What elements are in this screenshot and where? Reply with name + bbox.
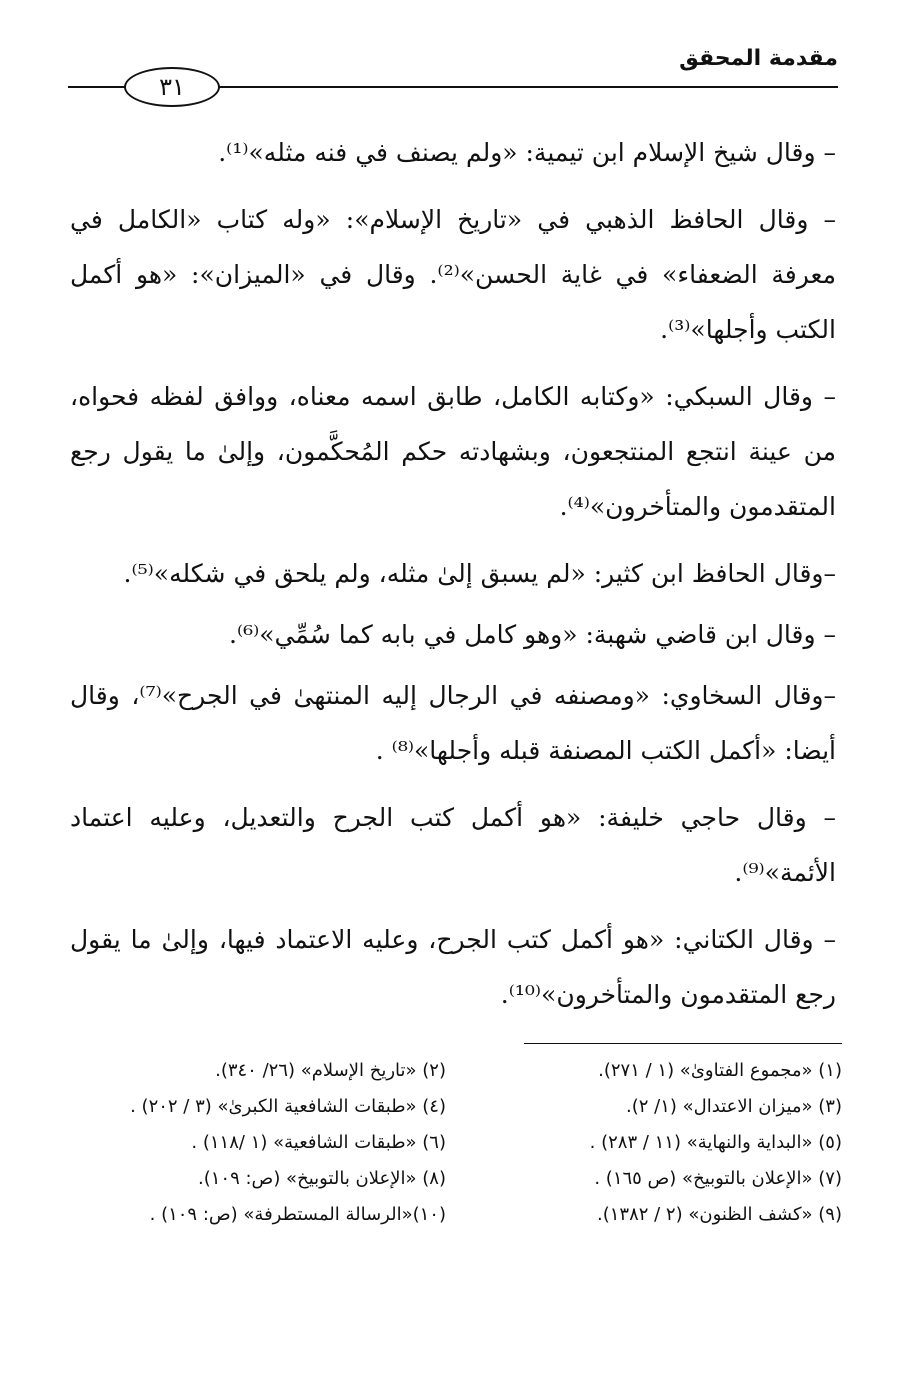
paragraph-kattani: – وقال الكتاني: «هو أكمل كتب الجرح، وعليه الاعتماد فيها، وإلىٰ ما يقول رجع المتقدمون والمتأخرون»⁽¹⁰⁾.: [70, 925, 836, 1009]
footnote-4: (٤) «طبقات الشافعية الكبرىٰ» (٣ / ٢٠٢) .: [130, 1096, 446, 1117]
paragraph-ibn-qadi-shuhba: – وقال ابن قاضي شهبة: «وهو كامل في بابه كما سُمِّي»⁽⁶⁾.: [229, 620, 836, 649]
footnotes: [80, 1056, 842, 1230]
footnote-7: (٧) «الإعلان بالتوبيخ» (ص ١٦٥) .: [594, 1168, 842, 1189]
footnote-3: (٣) «ميزان الاعتدال» (١/ ٢).: [625, 1096, 842, 1117]
paragraph-ibn-kathir: –وقال الحافظ ابن كثير: «لم يسبق إلىٰ مثله، ولم يلحق في شكله»⁽⁵⁾.: [123, 559, 836, 588]
running-title: مقدمة المحقق: [679, 46, 838, 71]
paragraph-subki: – وقال السبكي: «وكتابه الكامل، طابق اسمه معناه، ووافق لفظه فحواه، من عينة انتجع المنتجعون، وبشهادته حكم المُحكَّمون، وإلىٰ ما يقول رجع المتقدمون والمتأخرون»⁽⁴⁾.: [70, 382, 836, 521]
page-header: [68, 40, 838, 100]
footnote-1: (١) «مجموع الفتاوىٰ» (١ / ٢٧١).: [598, 1060, 842, 1081]
footnote-5: (٥) «البداية والنهاية» (١١ / ٢٨٣) .: [589, 1132, 842, 1153]
footnote-9: (٩) «كشف الظنون» (٢ / ١٣٨٢).: [596, 1204, 842, 1225]
paragraph-haji-khalifa: – وقال حاجي خليفة: «هو أكمل كتب الجرح والتعديل، وعليه اعتماد الأئمة»⁽⁹⁾.: [70, 803, 836, 887]
footnote-6: (٦) «طبقات الشافعية» (١ /١١٨) .: [191, 1132, 446, 1153]
footnote-8: (٨) «الإعلان بالتوبيخ» (ص: ١٠٩).: [198, 1168, 446, 1189]
page-number: ٣١: [124, 67, 220, 107]
body-text: [70, 125, 836, 1034]
paragraph-dhahabi: – وقال الحافظ الذهبي في «تاريخ الإسلام»: «وله كتاب «الكامل في معرفة الضعفاء» في غاية الحسن»⁽²⁾. وقال في «الميزان»: «هو أكمل الكتب وأجلها»⁽³⁾.: [70, 205, 836, 344]
paragraph-sakhawi: –وقال السخاوي: «ومصنفه في الرجال إليه المنتهىٰ في الجرح»⁽⁷⁾، وقال أيضا: «أكمل الكتب المصنفة قبله وأجلها»⁽⁸⁾ .: [70, 681, 836, 765]
paragraph-ibn-taymiyya: – وقال شيخ الإسلام ابن تيمية: «ولم يصنف في فنه مثله»⁽¹⁾.: [218, 138, 836, 167]
footnote-separator: [524, 1043, 842, 1044]
footnote-10: (١٠)«الرسالة المستطرفة» (ص: ١٠٩) .: [149, 1204, 446, 1225]
footnote-2: (٢) «تاريخ الإسلام» (٢٦/ ٣٤٠).: [215, 1060, 446, 1081]
